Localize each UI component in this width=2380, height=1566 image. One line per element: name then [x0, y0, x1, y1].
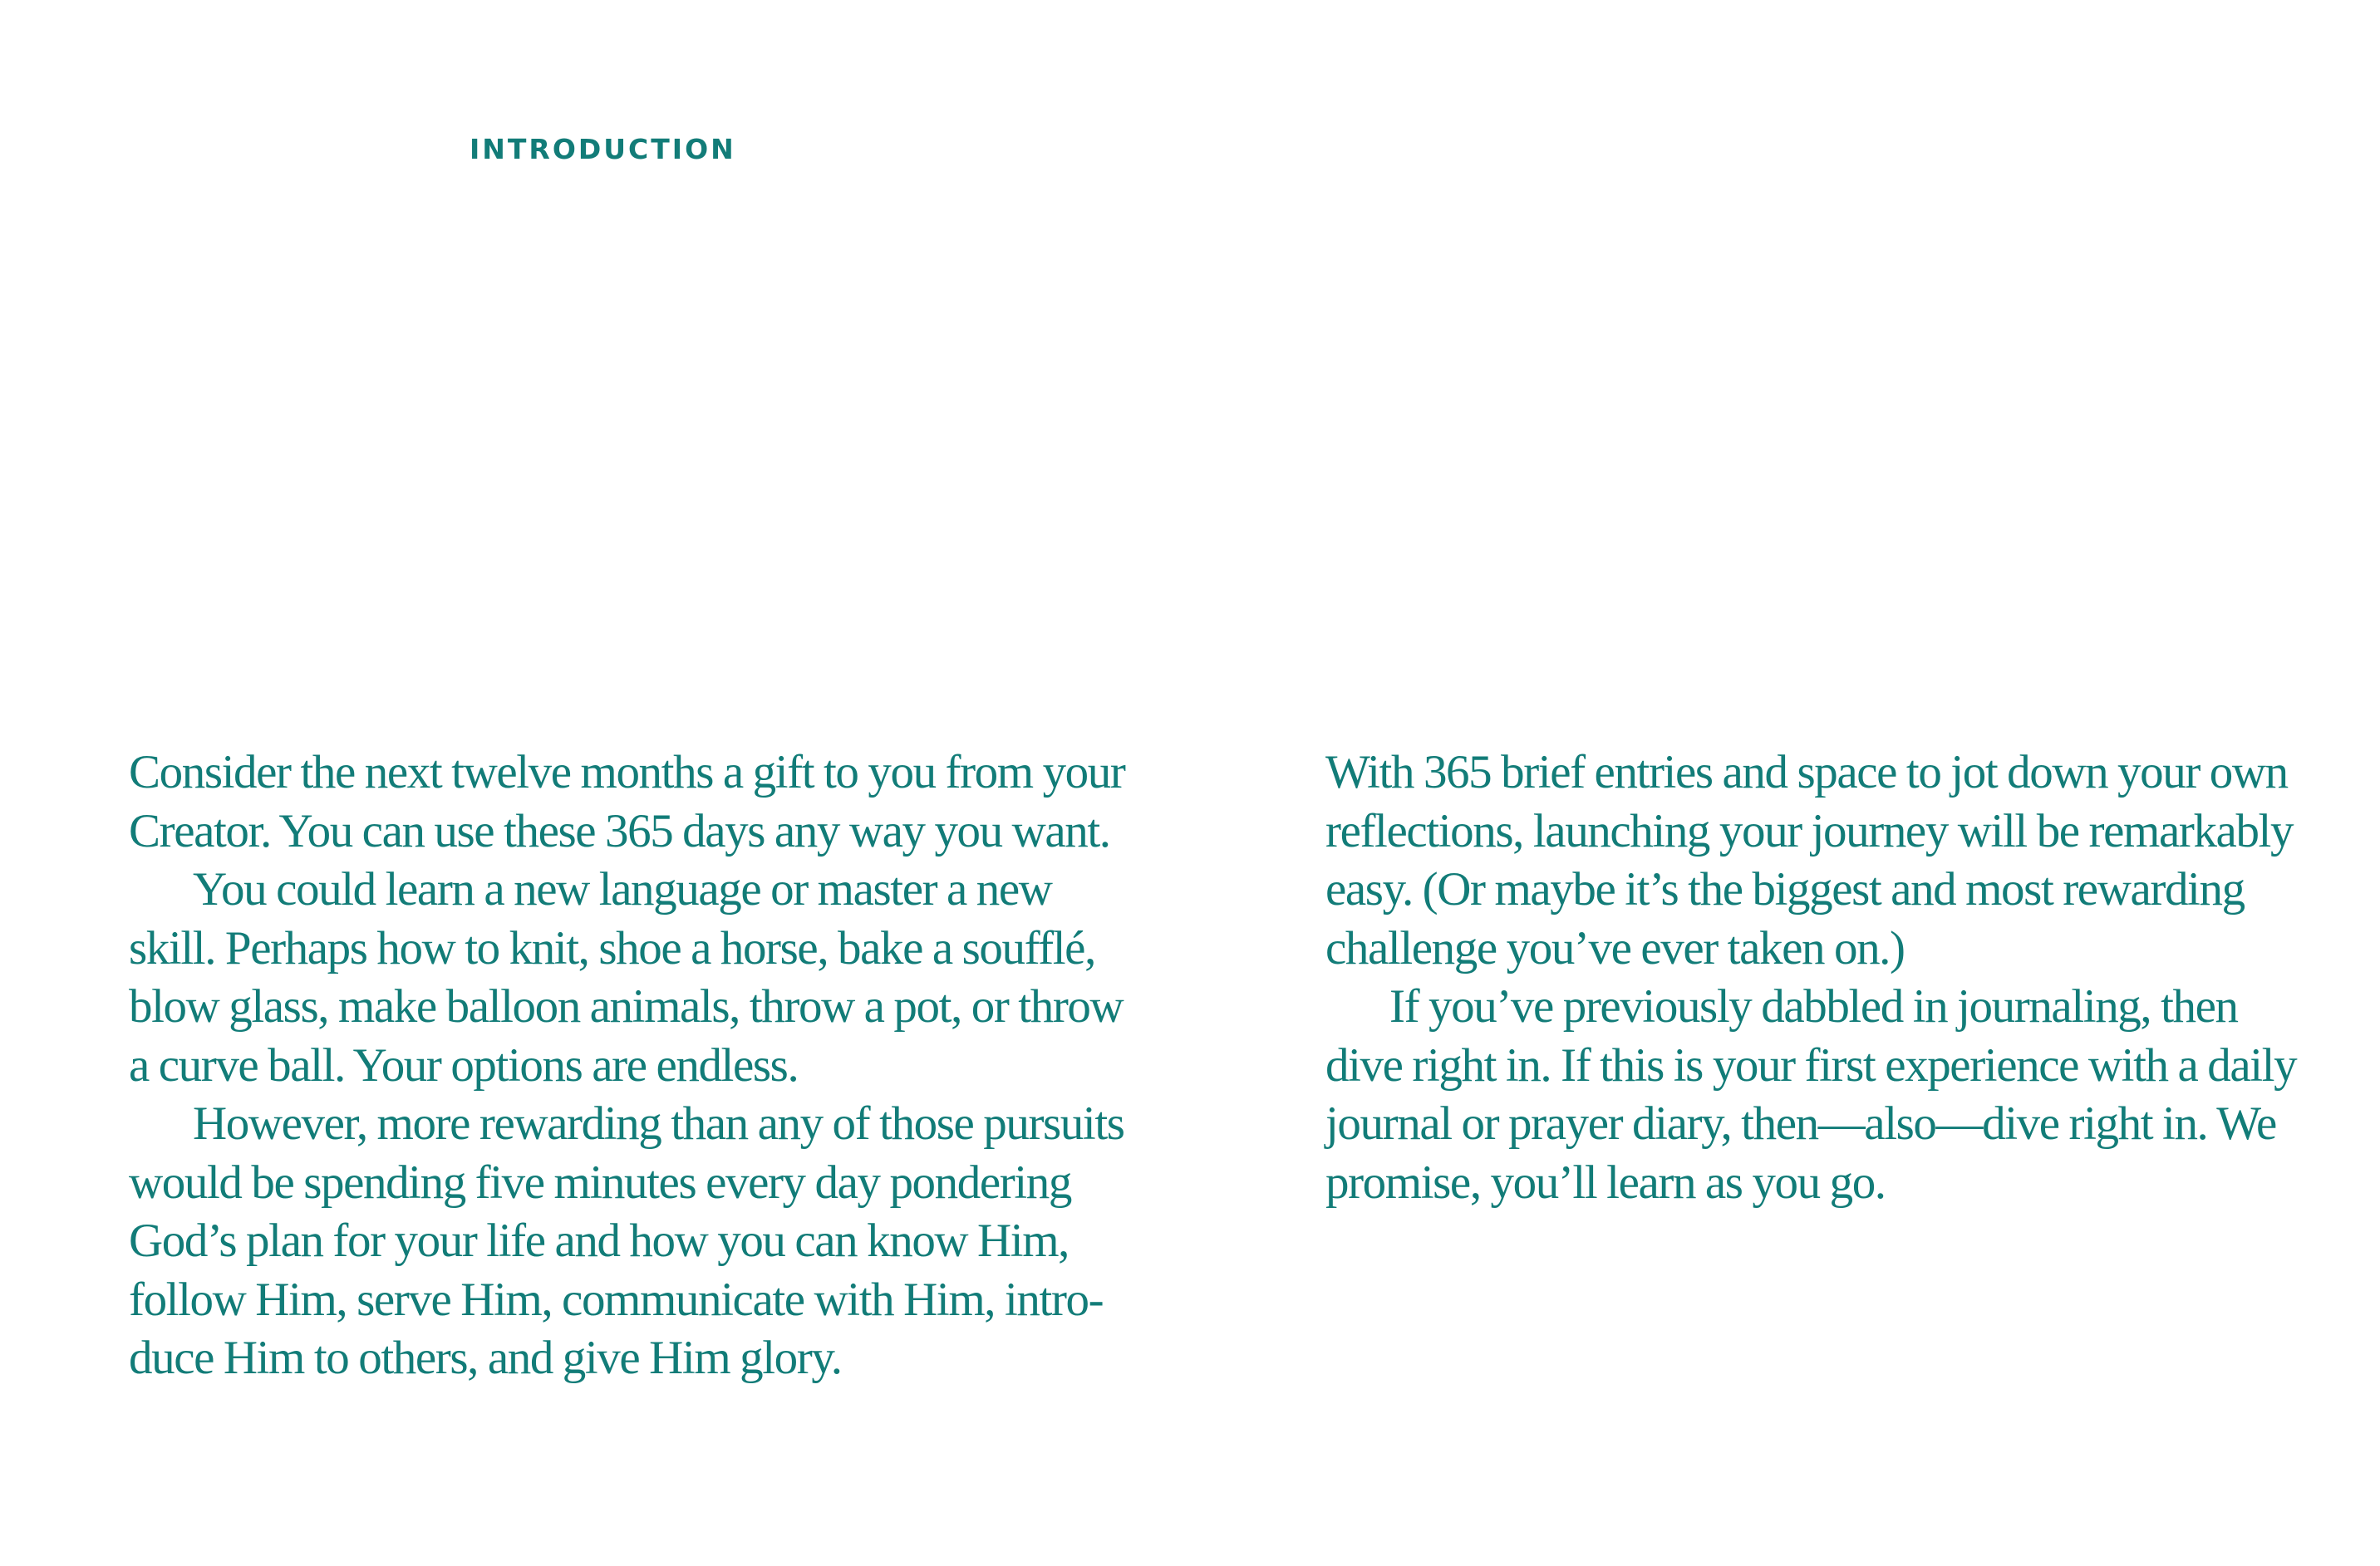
- body-line: However, more rewarding than any of those pursuits: [193, 1097, 1124, 1150]
- right-page-body: [1325, 744, 2297, 1212]
- left-page-body: [129, 744, 1125, 1388]
- body-line: follow Him, serve Him, communicate with Him, intro-: [129, 1273, 1104, 1326]
- body-line: You could learn a new language or master a new: [193, 863, 1052, 916]
- body-line: blow glass, make balloon animals, throw a pot, or throw: [129, 980, 1124, 1033]
- body-line: reflections, launching your journey will be remarkably: [1325, 804, 2294, 857]
- body-line: skill. Perhaps how to knit, shoe a horse, bake a soufflé,: [129, 921, 1095, 974]
- body-line: Creator. You can use these 365 days any way you want.: [129, 804, 1110, 857]
- body-line: easy. (Or maybe it’s the biggest and most rewarding: [1325, 863, 2245, 916]
- body-line: If you’ve previously dabbled in journaling, then: [1389, 980, 2238, 1033]
- body-line: With 365 brief entries and space to jot down your own: [1325, 746, 2288, 798]
- body-line: Consider the next twelve months a gift to you from your: [129, 746, 1125, 798]
- body-line: promise, you’ll learn as you go.: [1325, 1156, 1886, 1209]
- body-line: duce Him to others, and give Him glory.: [129, 1332, 842, 1384]
- body-line: dive right in. If this is your first experience with a daily: [1325, 1038, 2297, 1092]
- section-heading: INTRODUCTION: [470, 133, 736, 165]
- body-line: challenge you’ve ever taken on.): [1325, 921, 1905, 974]
- body-line: journal or prayer diary, then—also—dive right in. We: [1325, 1097, 2276, 1150]
- body-line: God’s plan for your life and how you can know Him,: [129, 1215, 1070, 1267]
- body-line: a curve ball. Your options are endless.: [129, 1038, 799, 1092]
- body-line: would be spending five minutes every day pondering: [129, 1156, 1071, 1209]
